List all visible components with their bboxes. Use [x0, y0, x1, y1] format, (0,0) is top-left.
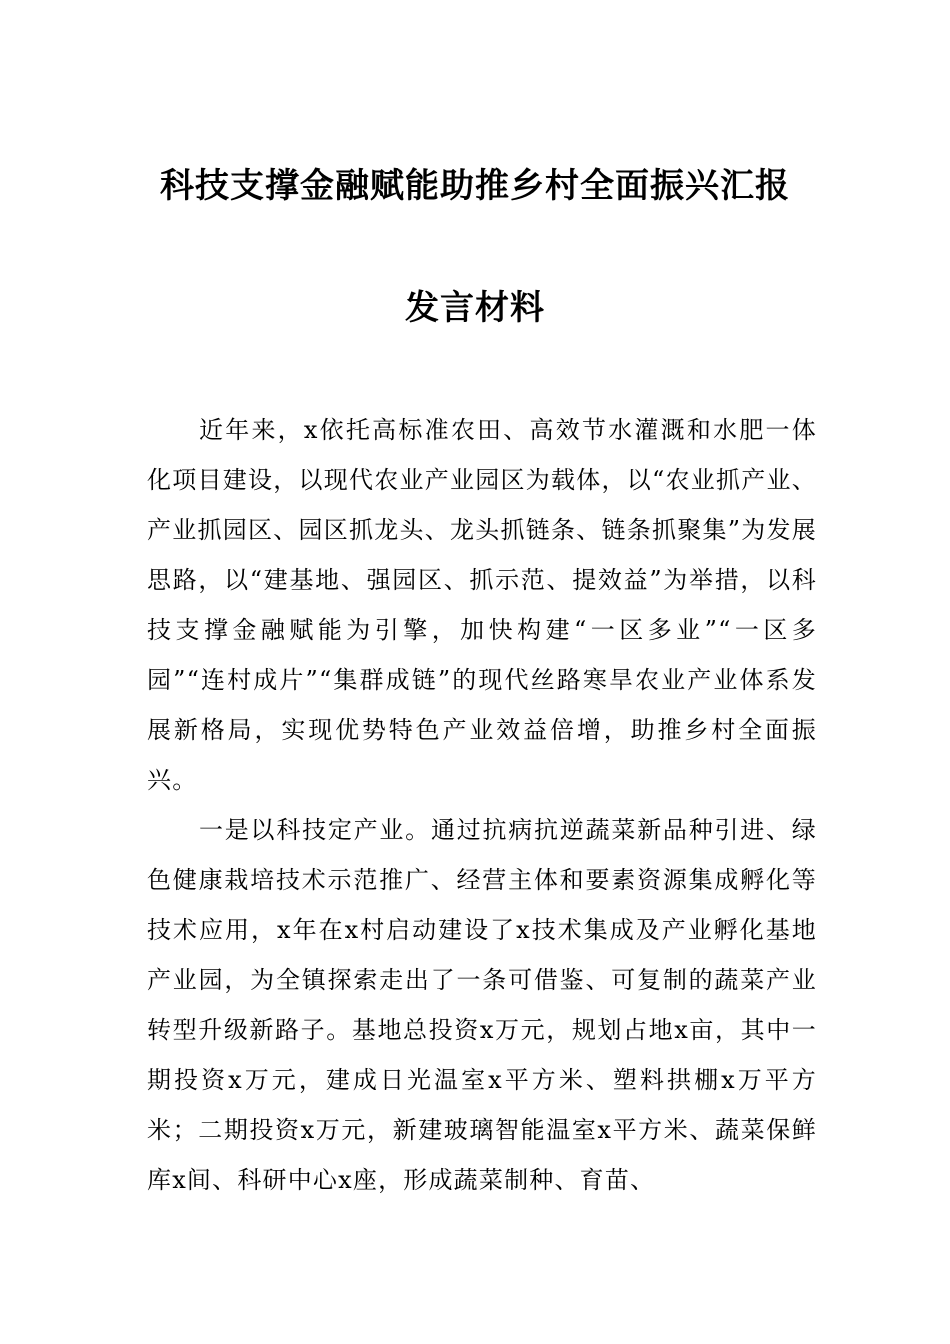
document-title-line-1: 科技支撑金融赋能助推乡村全面振兴汇报 — [160, 166, 790, 206]
document-title-line-2: 发言材料 — [405, 288, 545, 328]
body-paragraph-technology: 一是以科技定产业。通过抗病抗逆蔬菜新品种引进、绿色健康栽培技术示范推广、经营主体和要素资源集成孵化等技术应用，x年在x村启动建设了x技术集成及产业孵化基地产业园，为全镇探索走出了一条可借鉴、可复制的蔬菜产业转型升级新路子。基地总投资x万元，规划占地x亩，其中一期投资x万元，建成日光温室x平方米、塑料拱棚x万平方米；二期投资x万元，新建玻璃智能温室x平方米、蔬菜保鲜库x间、科研中心x座，形成蔬菜制种、育苗、 — [147, 816, 817, 1194]
body-paragraph-intro: 近年来，x依托高标准农田、高效节水灌溉和水肥一体化项目建设，以现代农业产业园区为载体，以“农业抓产业、产业抓园区、园区抓龙头、龙头抓链条、链条抓聚集”为发展思路，以“建基地、强园区、抓示范、提效益”为举措，以科技支撑金融赋能为引擎，加快构建“一区多业”“一区多园”“连村成片”“集群成链”的现代丝路寒旱农业产业体系发展新格局，实现优势特色产业效益倍增，助推乡村全面振兴。 — [147, 416, 817, 794]
